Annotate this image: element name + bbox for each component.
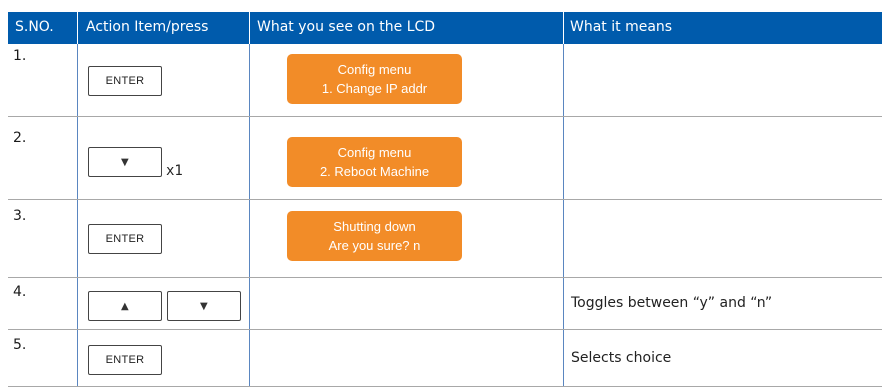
key-label: ENTER — [105, 233, 145, 245]
lcd-display — [287, 211, 462, 261]
row-divider — [8, 277, 882, 278]
lcd-line-2: 1. Change IP addr — [321, 81, 428, 96]
down-arrow-key — [88, 147, 162, 177]
lcd-line-1: Shutting down — [333, 219, 416, 234]
meaning-text: Toggles between “y” and “n” — [571, 295, 773, 311]
row-divider — [8, 199, 882, 200]
header-action: Action Item/press — [86, 19, 209, 35]
key-label: ENTER — [105, 75, 145, 87]
row-number: 3. — [13, 208, 27, 224]
row-divider — [8, 386, 882, 387]
key-label: ENTER — [105, 354, 145, 366]
lcd-line-2: Are you sure? n — [328, 238, 421, 253]
row-number: 5. — [13, 337, 27, 353]
column-divider — [249, 44, 250, 387]
row-number: 1. — [13, 48, 27, 64]
lcd-display — [287, 54, 462, 104]
press-count: x1 — [166, 163, 183, 179]
down-arrow-key — [167, 291, 241, 321]
enter-key — [88, 66, 162, 96]
header-divider — [249, 12, 250, 44]
row-number: 2. — [13, 130, 27, 146]
column-divider — [563, 44, 564, 387]
lcd-display — [287, 137, 462, 187]
down-arrow-icon: ▼ — [121, 156, 129, 168]
meaning-text: Selects choice — [571, 350, 672, 366]
lcd-line-2: 2. Reboot Machine — [319, 164, 430, 179]
table-header — [8, 12, 882, 44]
row-number: 4. — [13, 284, 27, 300]
header-meaning: What it means — [570, 19, 673, 35]
header-divider — [77, 12, 78, 44]
lcd-line-1: Config menu — [337, 145, 412, 160]
row-divider — [8, 116, 882, 117]
header-divider — [563, 12, 564, 44]
lcd-line-1: Config menu — [337, 62, 412, 77]
up-arrow-key — [88, 291, 162, 321]
enter-key — [88, 345, 162, 375]
column-divider — [77, 44, 78, 387]
down-arrow-icon: ▼ — [200, 300, 208, 312]
row-divider — [8, 329, 882, 330]
header-lcd: What you see on the LCD — [257, 19, 436, 35]
enter-key — [88, 224, 162, 254]
up-arrow-icon: ▲ — [121, 300, 129, 312]
header-sno: S.NO. — [15, 19, 54, 35]
